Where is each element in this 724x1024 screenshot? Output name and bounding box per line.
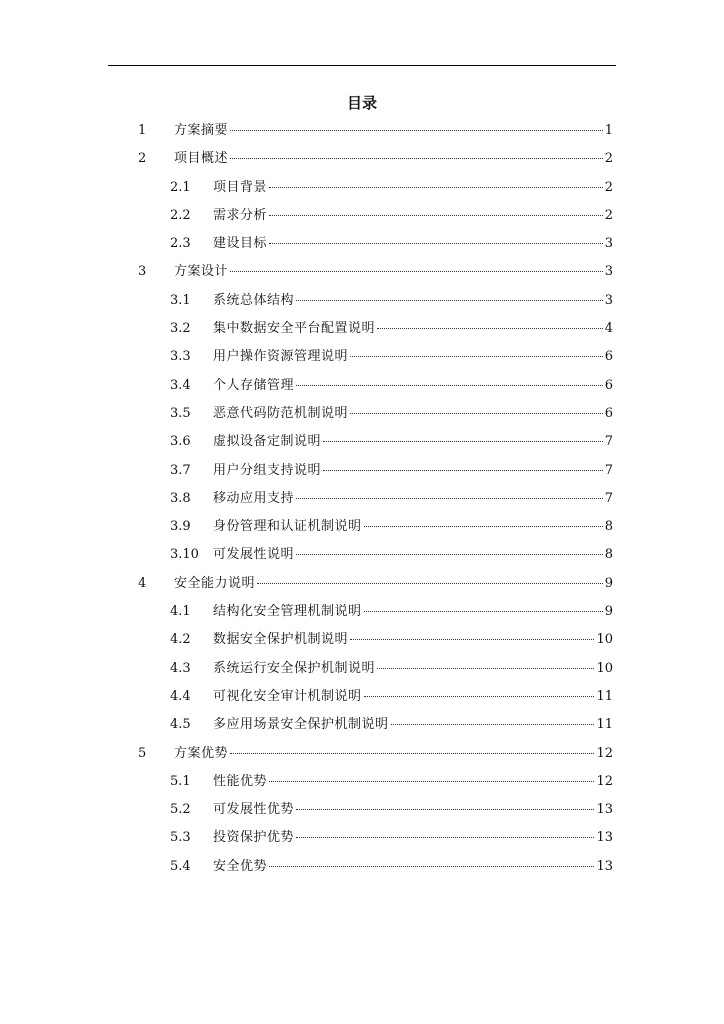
toc-entry-title: 个人存储管理 xyxy=(213,377,295,393)
toc-leader-dots xyxy=(364,525,603,527)
header-rule xyxy=(108,65,616,66)
toc-entry-title: 方案设计 xyxy=(174,264,229,280)
toc-entry-number: 2.2 xyxy=(170,207,191,223)
toc-entry-number: 2 xyxy=(138,151,147,167)
toc-entry-title: 投资保护优势 xyxy=(213,830,295,846)
toc-entry-title: 项目背景 xyxy=(213,179,268,195)
toc-entry-title: 身份管理和认证机制说明 xyxy=(213,519,362,535)
toc-entry-title: 用户分组支持说明 xyxy=(213,462,322,478)
toc-entry-line xyxy=(174,740,613,768)
toc-entry-line xyxy=(213,824,613,852)
toc-entry-title: 集中数据安全平台配置说明 xyxy=(213,321,376,337)
toc-entry[interactable] xyxy=(0,287,724,315)
toc-entry-number: 5.3 xyxy=(170,830,191,846)
toc-entry-line xyxy=(213,457,613,485)
toc-entry-line xyxy=(213,768,613,796)
toc-entry-line xyxy=(213,683,613,711)
toc-entry-page: 7 xyxy=(604,462,613,478)
toc-leader-dots xyxy=(377,667,594,669)
toc-entry-page: 9 xyxy=(604,575,613,591)
toc-entry-title: 移动应用支持 xyxy=(213,490,295,506)
toc-entry[interactable] xyxy=(0,626,724,654)
toc-entry-title: 可视化安全审计机制说明 xyxy=(213,688,362,704)
toc-entry-number: 2.1 xyxy=(170,179,191,195)
toc-leader-dots xyxy=(377,327,603,329)
toc-leader-dots xyxy=(296,808,594,810)
toc-entry-page: 12 xyxy=(596,773,613,789)
toc-entry-number: 3.9 xyxy=(170,519,191,535)
toc-entry-number: 3.7 xyxy=(170,462,191,478)
toc-entry-number: 4.5 xyxy=(170,717,191,733)
toc-entry-number: 2.3 xyxy=(170,236,191,252)
toc-entry-number: 3 xyxy=(138,264,147,280)
toc-entry-page: 6 xyxy=(604,377,613,393)
toc-entry-line xyxy=(174,258,613,286)
toc-entry[interactable] xyxy=(0,343,724,371)
toc-entry-number: 3.10 xyxy=(170,547,199,563)
toc-entry[interactable] xyxy=(0,174,724,202)
toc-entry-line xyxy=(213,598,613,626)
toc-entry-title: 建设目标 xyxy=(213,236,268,252)
toc-entry-title: 安全优势 xyxy=(213,858,268,874)
toc-entry-page: 10 xyxy=(596,632,613,648)
toc-entry[interactable] xyxy=(0,400,724,428)
toc-entry[interactable] xyxy=(0,541,724,569)
toc-entry-page: 12 xyxy=(596,745,613,761)
toc-entry-title: 可发展性优势 xyxy=(213,802,295,818)
toc-entry[interactable] xyxy=(0,824,724,852)
toc-entry-page: 13 xyxy=(596,858,613,874)
toc-entry[interactable] xyxy=(0,683,724,711)
toc-entry-title: 系统总体结构 xyxy=(213,292,295,308)
toc-leader-dots xyxy=(230,752,594,754)
toc-entry-title: 性能优势 xyxy=(213,773,268,789)
toc-entry-page: 11 xyxy=(596,717,613,733)
toc-entry-page: 3 xyxy=(604,264,613,280)
toc-entry-line xyxy=(213,428,613,456)
toc-leader-dots xyxy=(350,638,594,640)
toc-title: 目录 xyxy=(346,94,377,112)
toc-entry[interactable] xyxy=(0,853,724,881)
toc-leader-dots xyxy=(296,384,603,386)
toc-entry[interactable] xyxy=(0,655,724,683)
toc-entry-page: 4 xyxy=(604,321,613,337)
toc-entry-page: 9 xyxy=(604,604,613,620)
toc-entry-line xyxy=(213,372,613,400)
toc-entry[interactable] xyxy=(0,598,724,626)
toc-entry-page: 7 xyxy=(604,490,613,506)
toc-entry-line xyxy=(213,626,613,654)
toc-entry-title: 多应用场景安全保护机制说明 xyxy=(213,717,389,733)
toc-entry-title: 虚拟设备定制说明 xyxy=(213,434,322,450)
toc-leader-dots xyxy=(350,412,603,414)
toc-entry[interactable] xyxy=(0,315,724,343)
toc-leader-dots xyxy=(350,355,603,357)
toc-entry-page: 13 xyxy=(596,802,613,818)
toc-entry-page: 8 xyxy=(604,547,613,563)
toc-entry-title: 结构化安全管理机制说明 xyxy=(213,604,362,620)
toc-leader-dots xyxy=(296,497,603,499)
toc-entry-page: 6 xyxy=(604,405,613,421)
toc-entry-page: 8 xyxy=(604,519,613,535)
toc-entry-line xyxy=(174,117,613,145)
toc-entry[interactable] xyxy=(0,145,724,173)
toc-leader-dots xyxy=(364,695,595,697)
toc-entry-number: 5.1 xyxy=(170,773,191,789)
toc-entry-page: 3 xyxy=(604,236,613,252)
toc-leader-dots xyxy=(269,214,603,216)
toc-leader-dots xyxy=(230,129,603,131)
toc-entry-number: 3.2 xyxy=(170,321,191,337)
toc-entry-title: 恶意代码防范机制说明 xyxy=(213,405,349,421)
toc-entry[interactable] xyxy=(0,428,724,456)
toc-entry-title: 需求分析 xyxy=(213,207,268,223)
toc-entry-line xyxy=(213,513,613,541)
toc-entry-line xyxy=(213,174,613,202)
toc-entry-line xyxy=(213,315,613,343)
toc-leader-dots xyxy=(257,582,603,584)
toc-entry-line xyxy=(174,570,613,598)
toc-entry-number: 3.1 xyxy=(170,292,191,308)
toc-entry-title: 数据安全保护机制说明 xyxy=(213,632,349,648)
toc-entry[interactable] xyxy=(0,740,724,768)
toc-leader-dots xyxy=(269,780,594,782)
toc-entry[interactable] xyxy=(0,485,724,513)
toc-entry-line xyxy=(213,202,613,230)
toc-entry-title: 方案优势 xyxy=(174,745,229,761)
toc-entry-number: 3.3 xyxy=(170,349,191,365)
toc-entry-title: 安全能力说明 xyxy=(174,575,256,591)
toc-entry-number: 4.3 xyxy=(170,660,191,676)
toc-entry-line xyxy=(213,796,613,824)
toc-entry-title: 可发展性说明 xyxy=(213,547,295,563)
toc-entry-line xyxy=(213,853,613,881)
toc-entry[interactable] xyxy=(0,372,724,400)
toc-entry-number: 4.2 xyxy=(170,632,191,648)
toc-entry-title: 项目概述 xyxy=(174,151,229,167)
toc-leader-dots xyxy=(269,186,603,188)
toc-entry-number: 4.1 xyxy=(170,604,191,620)
toc-entry-page: 3 xyxy=(604,292,613,308)
toc-entry-line xyxy=(213,287,613,315)
toc-leader-dots xyxy=(364,610,603,612)
toc-entry-page: 1 xyxy=(604,123,613,138)
toc-entry-page: 2 xyxy=(604,151,613,167)
toc-entry-number: 3.6 xyxy=(170,434,191,450)
toc-entry[interactable] xyxy=(0,117,724,145)
toc-entry-page: 2 xyxy=(604,179,613,195)
toc-entry-page: 10 xyxy=(596,660,613,676)
toc-entry-number: 3.5 xyxy=(170,405,191,421)
toc-entry-line xyxy=(213,485,613,513)
toc-entry-number: 4.4 xyxy=(170,688,191,704)
toc-entry-title: 系统运行安全保护机制说明 xyxy=(213,660,376,676)
toc-leader-dots xyxy=(296,553,603,555)
toc-entry-page: 7 xyxy=(604,434,613,450)
toc-entry-page: 2 xyxy=(604,207,613,223)
toc-entry[interactable] xyxy=(0,202,724,230)
toc-entry[interactable] xyxy=(0,796,724,824)
toc-entry-number: 4 xyxy=(138,575,147,591)
toc-entry-number: 3.8 xyxy=(170,490,191,506)
toc-entry-number: 5.2 xyxy=(170,802,191,818)
toc-entry-line xyxy=(213,343,613,371)
toc-list xyxy=(0,117,724,881)
toc-entry[interactable] xyxy=(0,457,724,485)
toc-entry-line xyxy=(213,711,613,739)
toc-entry-line xyxy=(174,145,613,173)
toc-entry-number: 1 xyxy=(138,123,147,138)
toc-entry-line xyxy=(213,541,613,569)
toc-entry-page: 13 xyxy=(596,830,613,846)
toc-entry[interactable] xyxy=(0,258,724,286)
toc-leader-dots xyxy=(230,157,603,159)
toc-leader-dots xyxy=(391,723,595,725)
toc-entry[interactable] xyxy=(0,230,724,258)
toc-leader-dots xyxy=(323,469,603,471)
toc-entry-line xyxy=(213,230,613,258)
toc-entry[interactable] xyxy=(0,570,724,598)
toc-leader-dots xyxy=(269,242,603,244)
toc-entry-line xyxy=(213,655,613,683)
toc-entry[interactable] xyxy=(0,513,724,541)
toc-entry-number: 3.4 xyxy=(170,377,191,393)
toc-leader-dots xyxy=(296,836,594,838)
toc-entry-number: 5.4 xyxy=(170,858,191,874)
toc-entry-page: 6 xyxy=(604,349,613,365)
toc-entry-line xyxy=(213,400,613,428)
toc-entry-title: 方案摘要 xyxy=(174,123,229,138)
toc-entry-number: 5 xyxy=(138,745,147,761)
toc-entry-page: 11 xyxy=(596,688,613,704)
toc-entry[interactable] xyxy=(0,711,724,739)
toc-leader-dots xyxy=(296,299,603,301)
toc-leader-dots xyxy=(269,865,594,867)
toc-leader-dots xyxy=(323,440,603,442)
toc-entry-title: 用户操作资源管理说明 xyxy=(213,349,349,365)
toc-leader-dots xyxy=(230,270,603,272)
toc-entry[interactable] xyxy=(0,768,724,796)
